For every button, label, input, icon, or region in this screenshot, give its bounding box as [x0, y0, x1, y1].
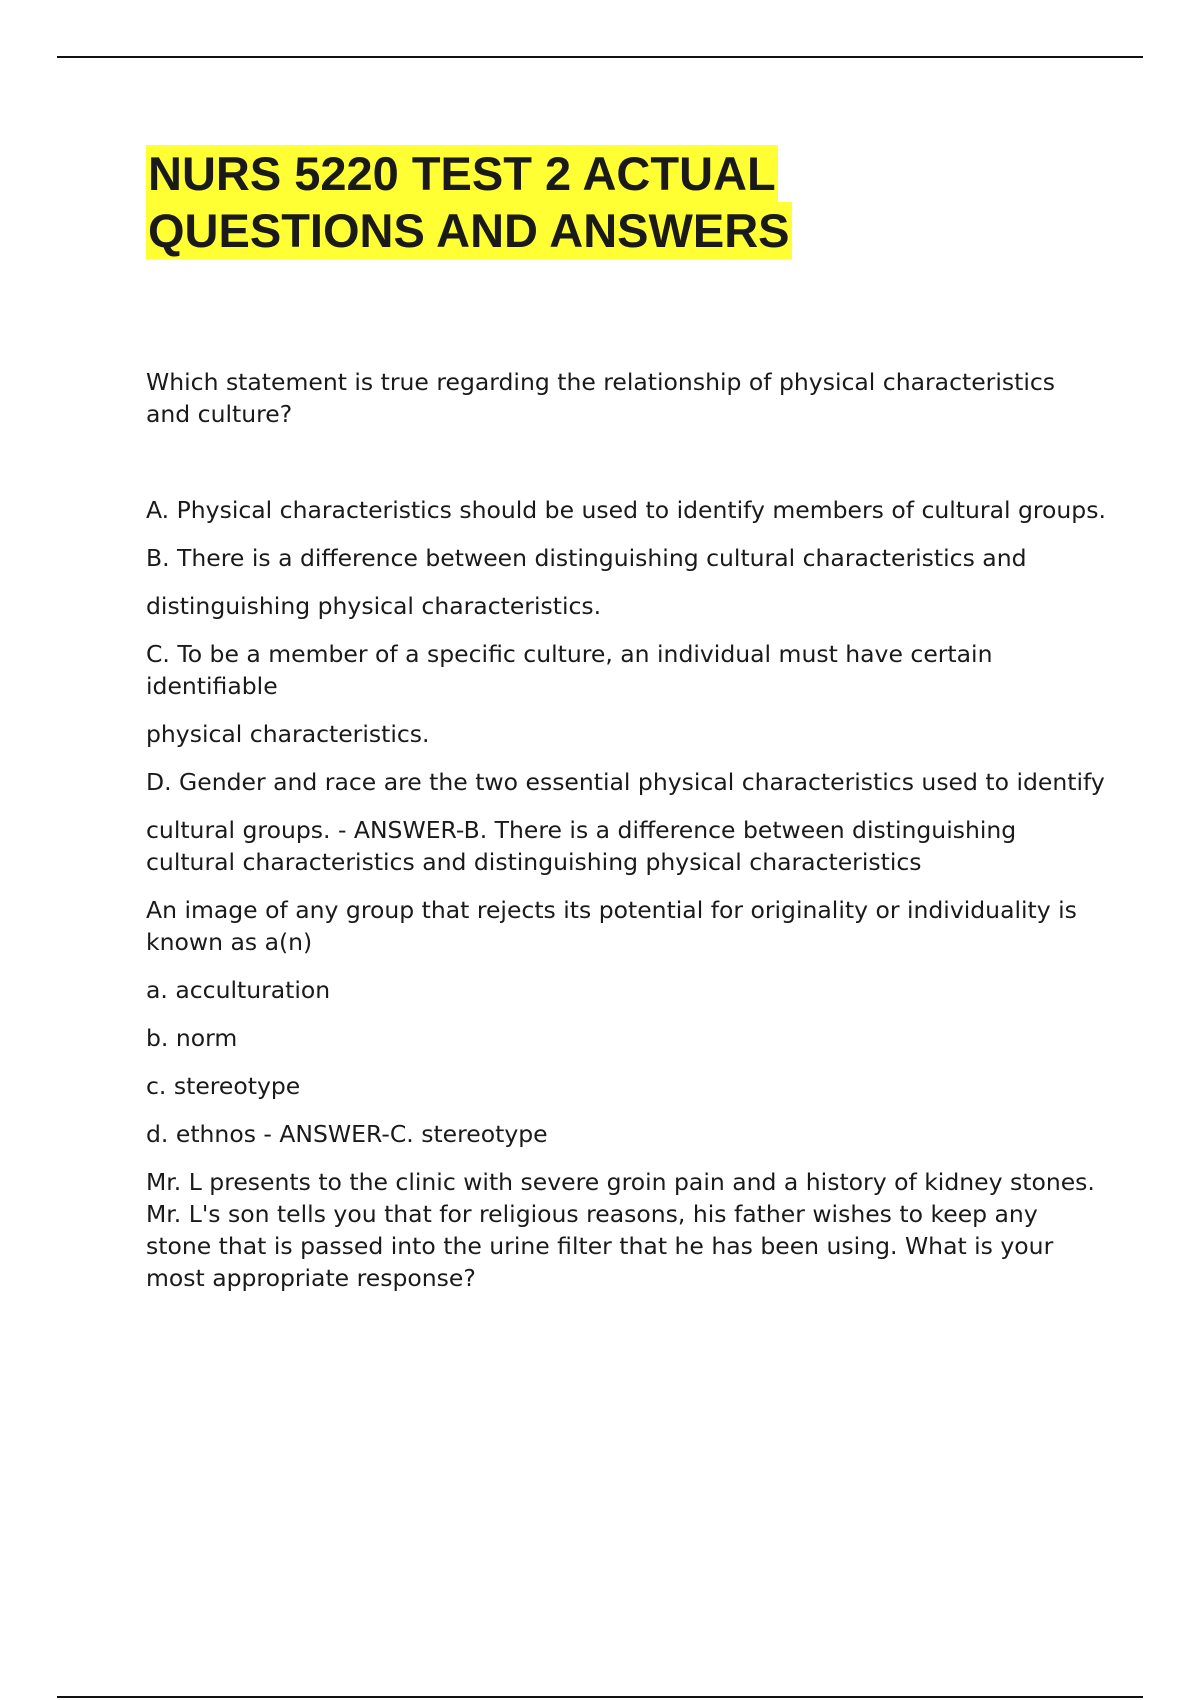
question-2-option-b: b. norm — [146, 1024, 238, 1052]
question-1-answer: cultural groups. - ANSWER-B. There is a difference between distinguishing cultural characteristics and distinguishing physical characteristics — [146, 816, 1017, 876]
document-body — [146, 366, 1106, 1310]
question-2-answer: d. ethnos - ANSWER-C. stereotype — [146, 1120, 548, 1148]
question-1-option-d: D. Gender and race are the two essential physical characteristics used to identify — [146, 768, 1105, 796]
question-1-option-c-cont: physical characteristics. — [146, 720, 430, 748]
question-1-option-b: B. There is a difference between distinguishing cultural characteristics and — [146, 544, 1027, 572]
bottom-rule — [57, 1696, 1143, 1698]
top-rule — [57, 56, 1143, 58]
document-title — [146, 145, 792, 259]
question-3-text: Mr. L presents to the clinic with severe groin pain and a history of kidney stones. Mr. L's son tells you that for religious reasons, his father wishes to keep any stone that is passed into the urine filter that he has been using. What is your most appropriate response? — [146, 1168, 1095, 1292]
title-line-1: NURS 5220 TEST 2 ACTUAL — [148, 147, 776, 200]
question-1-option-b-cont: distinguishing physical characteristics. — [146, 592, 602, 620]
question-2-option-c: c. stereotype — [146, 1072, 301, 1100]
question-2-text: An image of any group that rejects its potential for originality or individuality is known as a(n) — [146, 896, 1077, 956]
question-1-option-c: C. To be a member of a specific culture, an individual must have certain identifiable — [146, 640, 993, 700]
question-1-option-a: A. Physical characteristics should be used to identify members of cultural groups. — [146, 496, 1106, 524]
question-2-option-a: a. acculturation — [146, 976, 331, 1004]
question-1-text: Which statement is true regarding the relationship of physical characteristics and culture? — [146, 368, 1056, 428]
title-line-2: QUESTIONS AND ANSWERS — [148, 204, 790, 257]
